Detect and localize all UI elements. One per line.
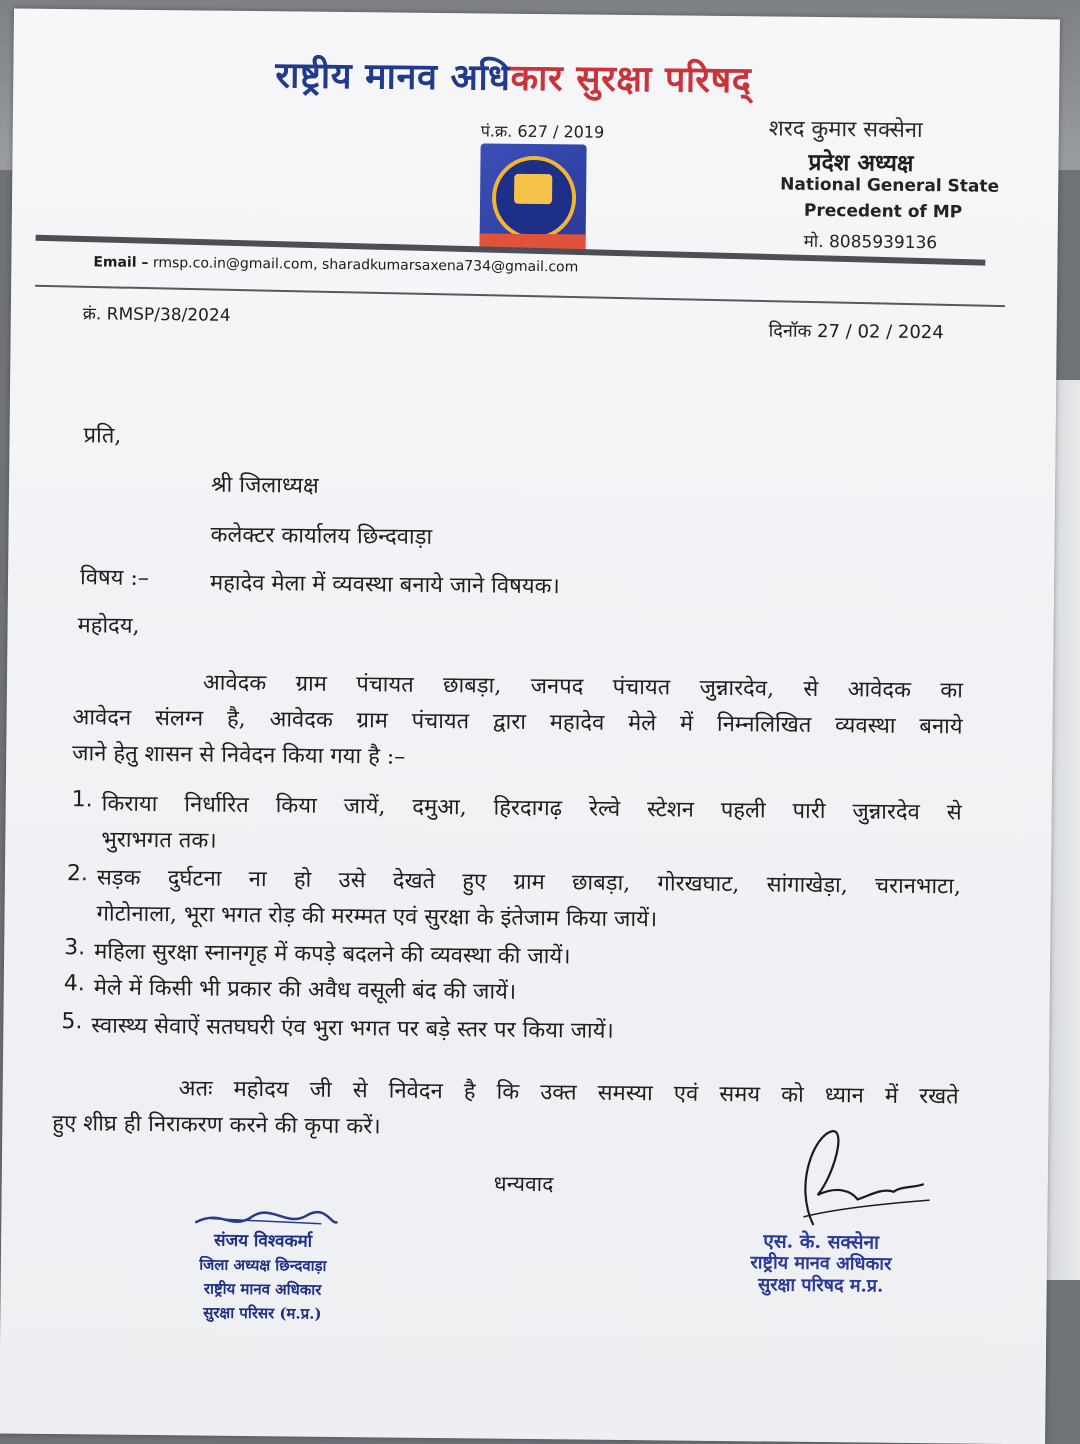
org-title-part1: राष्ट्रीय मानव अधि [275, 54, 511, 99]
para1-line-3: जाने हेतु शासन से निवेदन किया गया है :– [72, 741, 406, 770]
stamp-left-name: संजय विश्वकर्मा [214, 1230, 313, 1252]
subject-label: विषय :– [79, 565, 150, 591]
list-item-4-number: 4. [63, 971, 85, 997]
list-item-1-line-1: किराया निर्धारित किया जायें, दमुआ, हिरदागढ़ रेल्वे स्टेशन पहली पारी जुन्नारदेव से [101, 791, 962, 826]
list-item-2-line-2: गोटोनाला, भूरा भगत रोड़ की मरम्मत एवं सुरक्षा के इंतेजाम किया जायें। [96, 901, 658, 933]
registration-number: पं.क्र. 627 / 2019 [480, 121, 605, 142]
signature-right [773, 1125, 934, 1237]
org-title-part2: कार सुरक्षा परिषद् [510, 56, 752, 102]
mobile-number: मो. 8085939136 [803, 231, 938, 254]
organization-emblem-icon [480, 143, 587, 250]
emblem-core [514, 174, 552, 204]
list-item-5-number: 5. [61, 1009, 83, 1035]
president-title-english-1: National General State [780, 174, 1000, 197]
letter-page [0, 9, 1060, 1444]
list-item-3-line-1: महिला सुरक्षा स्नानगृह में कपड़े बदलने की व्यवस्था की जायें। [94, 939, 571, 970]
list-item-3-number: 3. [64, 935, 86, 961]
letter-date: दिनॉक 27 / 02 / 2024 [768, 320, 944, 344]
stamp-right-name: एस. के. सक्सेना [763, 1230, 880, 1254]
thanks-text: धन्यवाद [493, 1171, 554, 1197]
email-addresses: rmsp.co.in@gmail.com, sharadkumarsaxena734@gmail.com [148, 254, 579, 276]
recipient-line-2: कलेक्टर कार्यालय छिन्दवाड़ा [210, 522, 433, 550]
list-item-4-line-1: मेले में किसी भी प्रकार की अवैध वसूली बंद की जायें। [93, 975, 517, 1005]
stamp-right-line-2: राष्ट्रीय मानव अधिकार [750, 1252, 892, 1275]
president-title: प्रदेश अध्यक्ष [808, 148, 914, 177]
salutation: महोदय, [77, 613, 140, 639]
para1-line-2: आवेदन संलग्न है, आवेदक ग्राम पंचायत द्वारा महादेव मेले में निम्नलिखित व्यवस्था बनाये [72, 705, 963, 740]
stamp-right-line-3: सुरक्षा परिषद म.प्र. [757, 1274, 884, 1297]
stamp-left-line-3: राष्ट्रीय मानव अधिकार [203, 1279, 322, 1299]
stamp-right [711, 1230, 932, 1298]
stamp-left [178, 1228, 347, 1326]
list-item-1-number: 1. [71, 787, 93, 813]
list-item-5-line-1: स्वास्थ्य सेवाऐं सतघघरी एंव भुरा भगत पर बड़े स्तर पर किया जायें। [91, 1013, 614, 1044]
email-label: Email – [93, 254, 149, 271]
email-line [93, 254, 578, 275]
list-item-2-line-1: सड़क दुर्घटना ना हो उसे देखते हुए ग्राम छाबड़ा, गोरखघाट, सांगाखेड़ा, चरानभाटा, [96, 865, 962, 900]
subject-text: महादेव मेला में व्यवस्था बनाये जाने विषयक। [209, 570, 560, 600]
stamp-left-line-4: सुरक्षा परिसर (म.प्र.) [203, 1303, 322, 1323]
recipient-line-1: श्री जिलाध्यक्ष [210, 472, 319, 499]
list-item-2-number: 2. [66, 861, 89, 887]
president-name: शरद कुमार सक्सेना [768, 116, 923, 144]
para1-line-1: आवेदक ग्राम पंचायत छाबड़ा, जनपद पंचायत जुन्नारदेव, से आवेदक का [202, 670, 964, 704]
prati-label: प्रति, [83, 423, 122, 449]
closing-line-2: हुए शीघ्र ही निराकरण करने की कृपा करें। [52, 1110, 381, 1140]
closing-line-1: अतः महोदय जी से निवेदन है कि उक्त समस्या एवं समय को ध्यान में रखते [178, 1076, 959, 1110]
list-item-1-line-2: भुराभगत तक। [101, 827, 217, 854]
reference-number: क्रं. RMSP/38/2024 [82, 304, 231, 326]
stamp-left-line-2: जिला अध्यक्ष छिन्दवाड़ा [199, 1255, 327, 1275]
organization-title [275, 49, 752, 103]
president-title-english-2: Precedent of MP [803, 200, 963, 223]
